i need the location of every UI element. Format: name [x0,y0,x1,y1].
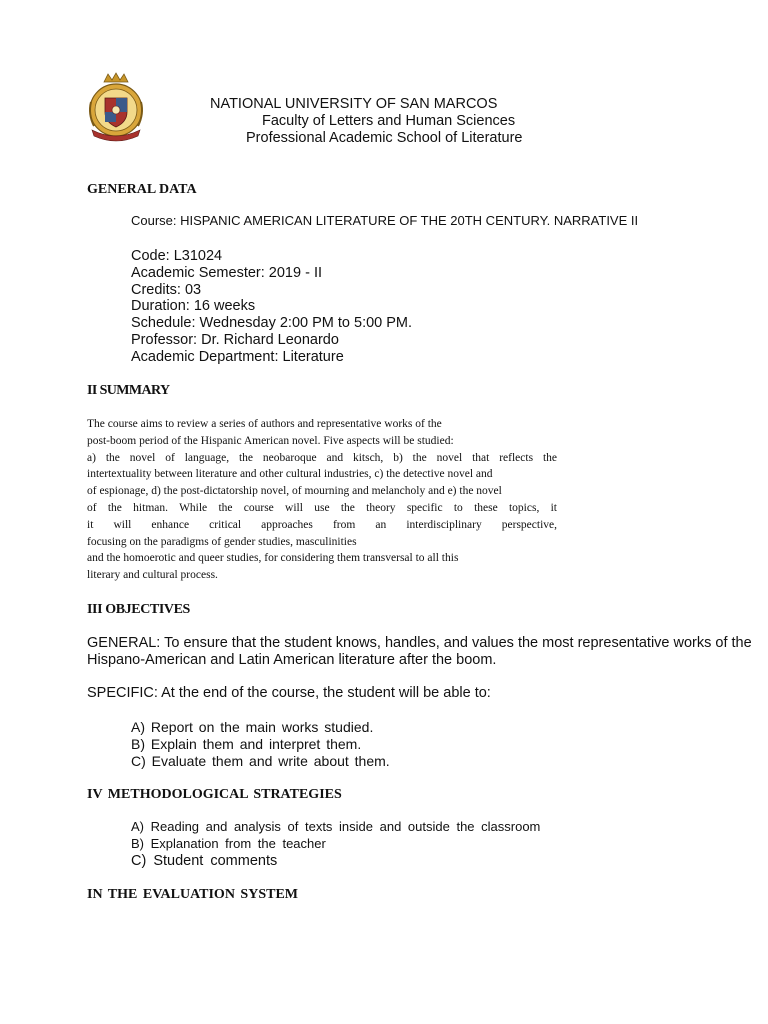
general-data-heading: GENERAL DATA [87,182,197,197]
summary-line: literary and cultural process. [87,569,218,582]
school-name: Professional Academic School of Literature [246,130,523,146]
specific-objective: SPECIFIC: At the end of the course, the student will be able to: [87,685,491,701]
summary-line: focusing on the paradigms of gender studies, masculinities [87,535,357,548]
list-item: C) Student comments [131,852,278,869]
summary-line: it will enhance critical approaches from an interdisciplinary perspective, [87,518,557,531]
department-line: Academic Department: Literature [131,348,344,365]
list-item: C) Evaluate them and write about them. [131,753,390,769]
summary-line: of espionage, d) the post-dictatorship novel, of mourning and melancholy and e) the novel [87,485,502,498]
university-seal-icon [86,72,146,142]
list-item: B) Explanation from the teacher [131,835,326,851]
schedule-line: Schedule: Wednesday 2:00 PM to 5:00 PM. [131,315,413,332]
summary-heading: II SUMMARY [87,383,170,398]
list-item: A) Report on the main works studied. [131,719,374,735]
course-line: Course: HISPANIC AMERICAN LITERATURE OF THE 20TH CENTURY. NARRATIVE II [131,213,639,228]
methodology-list [131,819,540,869]
objectives-heading: III OBJECTIVES [87,602,190,617]
summary-line: intertextuality between literature and other cultural industries, c) the detective novel and [87,468,493,481]
professor-line: Professor: Dr. Richard Leonardo [131,331,339,348]
summary-line: of the hitman. While the course will use the theory specific to these topics, it [87,501,557,514]
summary-line: post-boom period of the Hispanic American novel. Five aspects will be studied: [87,434,454,447]
duration-line: Duration: 16 weeks [131,298,256,315]
objectives-list [131,719,390,770]
list-item: A) Reading and analysis of texts inside and outside the classroom [131,819,541,834]
summary-paragraph [87,416,557,584]
general-data-list [131,248,412,366]
methodology-heading: IV METHODOLOGICAL STRATEGIES [87,787,342,802]
summary-line: The course aims to review a series of authors and representative works of the [87,418,442,430]
general-objective: GENERAL: To ensure that the student knows, handles, and values the most representative works of the Hispano-American and Latin American literature after the boom. [87,635,752,668]
evaluation-heading: IN THE EVALUATION SYSTEM [87,887,299,902]
university-name: NATIONAL UNIVERSITY OF SAN MARCOS [210,96,498,112]
summary-line: a) the novel of language, the neobaroque and kitsch, b) the novel that reflects the [87,451,557,464]
semester-line: Academic Semester: 2019 - II [131,264,322,281]
summary-line: and the homoerotic and queer studies, for considering them transversal to all this [87,552,459,565]
list-item: B) Explain them and interpret them. [131,736,362,752]
credits-line: Credits: 03 [131,281,202,298]
faculty-name: Faculty of Letters and Human Sciences [262,113,516,129]
code-line: Code: L31024 [131,248,223,264]
